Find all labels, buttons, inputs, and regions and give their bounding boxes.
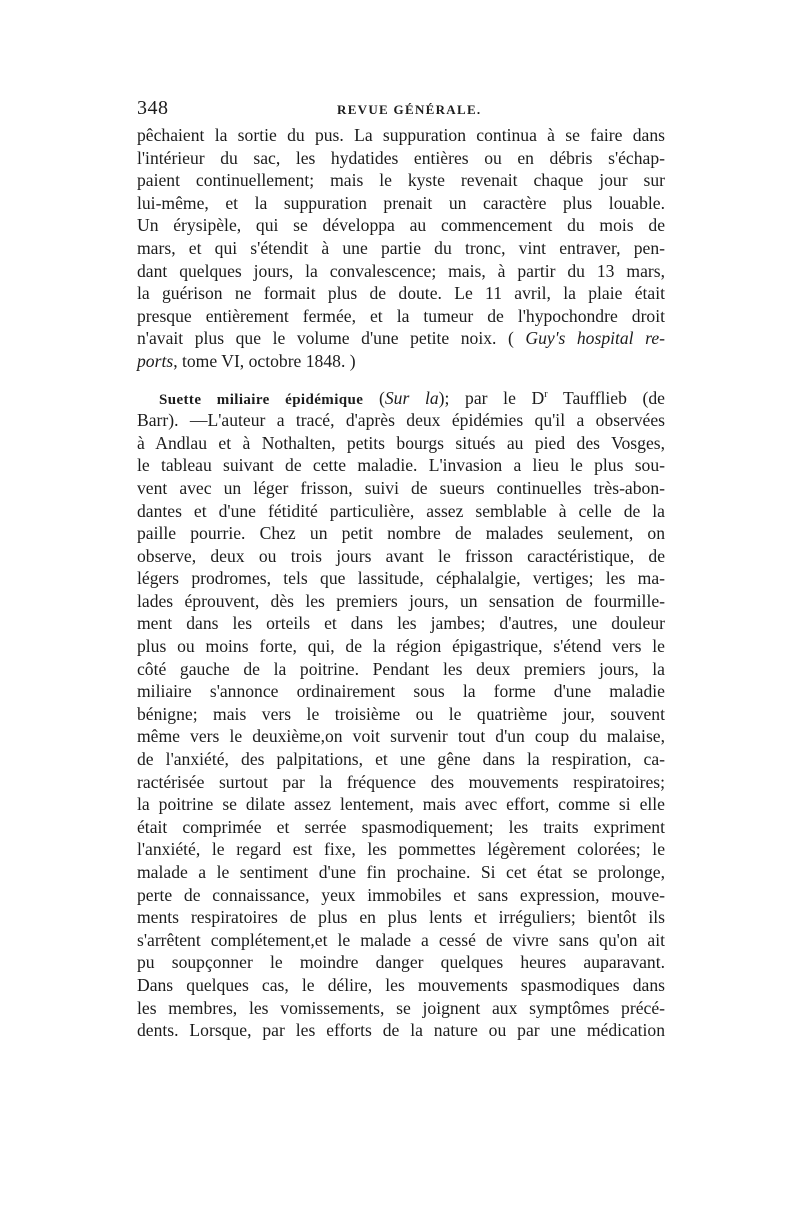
text-line: pu soupçonner le moindre danger quelques heures auparavant. [137, 952, 665, 973]
text-line: perte de connaissance, yeux immobiles et sans expression, mouve- [137, 884, 665, 905]
running-head: REVUE GÉNÉRALE. [337, 102, 482, 117]
text-line: l'intérieur du sac, les hydatides entières ou en débris s'échap- [137, 147, 665, 168]
text-line: la poitrine se dilate assez lentement, mais avec effort, comme si elle [137, 794, 665, 815]
text-line: dant quelques jours, la convalescence; mais, à partir du 13 mars, [137, 260, 665, 281]
text-line: vent avec un léger frisson, suivi de sueurs continuelles très-abon- [137, 477, 665, 498]
text-line: Barr). —L'auteur a tracé, d'après deux épidémies qu'il a observées [137, 410, 665, 431]
page-number: 348 [137, 97, 169, 119]
document-page [137, 96, 665, 1042]
text-line: paille pourrie. Chez un petit nombre de malades seulement, on [137, 523, 665, 544]
text-line: légers prodromes, tels que lassitude, céphalalgie, vertiges; les ma- [137, 568, 665, 589]
article-title: Suette miliaire épidémique [159, 391, 364, 408]
text-line: était comprimée et serrée spasmodiquement; les traits expriment [137, 816, 665, 837]
text-line: pêchaient la sortie du pus. La suppuration continua à se faire dans [137, 125, 665, 145]
citation-details: , tome VI, octobre 1848. ) [173, 350, 356, 371]
text-line: observe, deux ou trois jours avant le frisson caractéristique, de [137, 545, 665, 566]
paragraph-suette-miliaire [137, 387, 665, 1042]
text-line: plus ou moins forte, qui, de la région épigastrique, s'étend vers le [137, 636, 665, 657]
text-line: même vers le deuxième,on voit survenir tout d'un coup du malaise, [137, 726, 665, 747]
text-line: malade a le sentiment d'une fin prochaine. Si cet état se prolonge, [137, 862, 665, 882]
text-line: mars, et qui s'étendit à une partie du tronc, vint entraver, pen- [137, 237, 665, 258]
text-line: lades éprouvent, dès les premiers jours, un sensation de fourmille- [137, 590, 665, 611]
text-segment: ); par le D [438, 387, 545, 408]
text-line: la guérison ne formait plus de doute. Le 11 avril, la plaie était [137, 283, 665, 304]
paragraph-hydatid-cyst-case [137, 124, 665, 373]
text-line: dantes et d'une fétidité particulière, assez semblable à celle de la [137, 500, 665, 521]
text-line: l'anxiété, le regard est fixe, les pommettes légèrement colorées; le [137, 839, 665, 860]
text-line: côté gauche de la poitrine. Pendant les deux premiers jours, la [137, 658, 665, 679]
text-line: bénigne; mais vers le troisième ou le quatrième jour, souvent [137, 703, 665, 724]
text-line: les membres, les vomissements, se joignent aux symptômes précé- [137, 997, 665, 1018]
paragraph-spacer [137, 373, 665, 387]
citation-journal-title: Guy's hospital re- [525, 328, 665, 349]
doctor-superscript: r [544, 388, 548, 400]
article-title-line [137, 387, 665, 410]
text-line: ment dans les orteils et dans les jambes; d'autres, une douleur [137, 613, 665, 634]
text-line: ractérisée surtout par la fréquence des mouvements respiratoires; [137, 771, 665, 792]
text-line: dents. Lorsque, par les efforts de la nature ou par une médication [137, 1020, 665, 1041]
text-segment: ( [363, 387, 385, 408]
page-header [137, 96, 665, 124]
citation-journal-title-end: ports [137, 350, 174, 371]
text-line: ments respiratoires de plus en plus lents et irréguliers; bientôt ils [137, 907, 665, 928]
text-line: Un érysipèle, qui se développa au commencement du mois de [137, 215, 665, 236]
text-line-with-citation [137, 327, 665, 350]
text-line-citation-end [137, 350, 665, 373]
text-line: à Andlau et à Nothalten, petits bourgs situés au pied des Vosges, [137, 432, 665, 453]
text-line: s'arrêtent complétement,et le malade a cessé de vivre sans qu'on ait [137, 929, 665, 950]
text-line: presque entièrement fermée, et la tumeur de l'hypochondre droit [137, 305, 665, 326]
text-line: de l'anxiété, des palpitations, et une gêne dans la respiration, ca- [137, 749, 665, 770]
text-line: lui-même, et la suppuration prenait un caractère plus louable. [137, 192, 665, 213]
text-line: miliaire s'annonce ordinairement sous la forme d'une maladie [137, 681, 665, 702]
text-line: le tableau suivant de cette maladie. L'invasion a lieu le plus sou- [137, 455, 665, 476]
article-subtitle: Sur la [384, 387, 439, 408]
text-line: paient continuellement; mais le kyste revenait chaque jour sur [137, 170, 665, 191]
text-line: Dans quelques cas, le délire, les mouvements spasmodiques dans [137, 974, 665, 995]
author-name: Taufflieb (de [547, 387, 665, 408]
text-segment: n'avait plus que le volume d'une petite noix. ( [137, 328, 514, 349]
